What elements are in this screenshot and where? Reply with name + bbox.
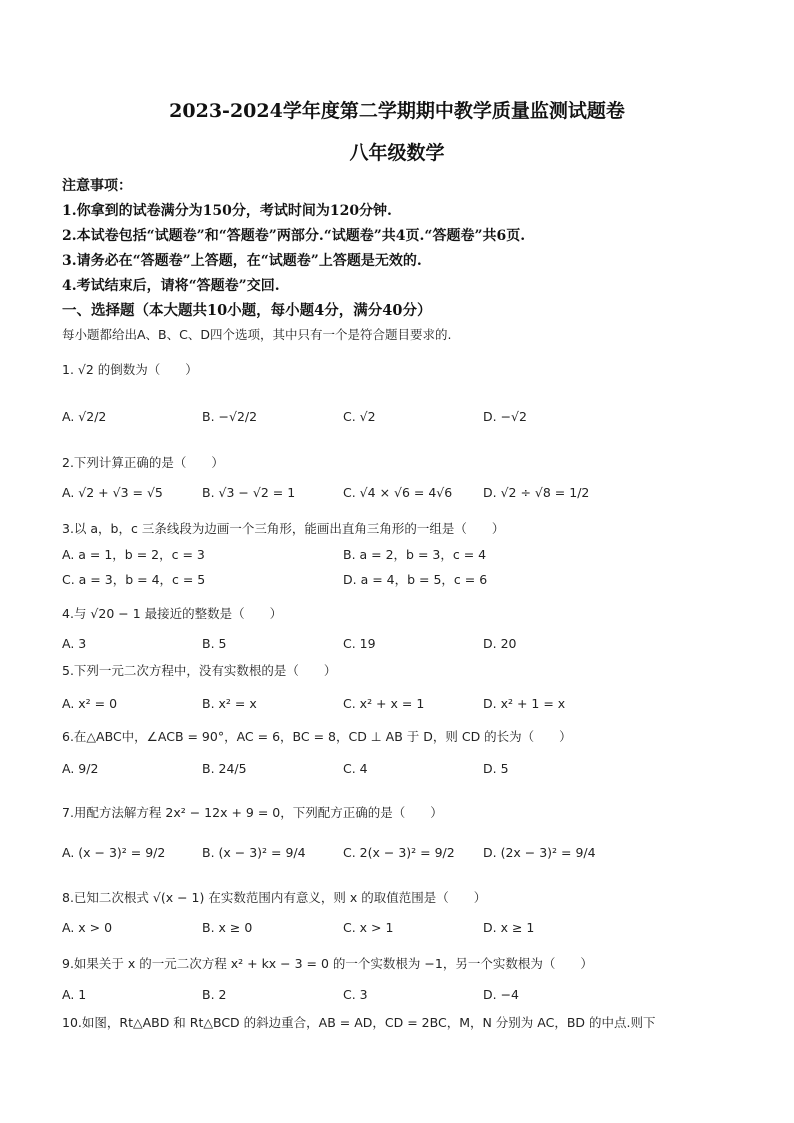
exam-subtitle: 八年级数学 [349,142,445,164]
question-2-option-c: C. √4 × √6 = 4√6 [343,485,453,500]
question-8-option-b: B. x ≥ 0 [202,920,253,935]
question-9-option-a: A. 1 [62,987,87,1002]
question-9-option-d: D. −4 [483,987,519,1002]
question-5-option-a: A. x² = 0 [62,696,118,711]
question-5-option-c: C. x² + x = 1 [343,696,425,711]
question-3-option-c: C. a = 3，b = 4，c = 5 [62,572,206,587]
question-6-option-a: A. 9/2 [62,761,99,776]
question-4-option-c: C. 19 [343,636,376,651]
exam-title: 2023-2024学年度第二学期期中教学质量监测试题卷 [169,100,625,122]
question-3-option-d: D. a = 4，b = 5，c = 6 [343,572,488,587]
question-4-stem: 4.与 √20 − 1 最接近的整数是（ ） [62,606,283,621]
question-5-stem: 5.下列一元二次方程中，没有实数根的是（ ） [62,663,337,678]
question-2-option-a: A. √2 + √3 = √5 [62,485,163,500]
question-4-option-a: A. 3 [62,636,87,651]
question-7-option-c: C. 2(x − 3)² = 9/2 [343,845,455,860]
question-2-option-b: B. √3 − √2 = 1 [202,485,296,500]
question-6-option-c: C. 4 [343,761,368,776]
question-10-stem: 10.如图，Rt△ABD 和 Rt△BCD 的斜边重合，AB = AD，CD = 2BC，M，N 分别为 AC，BD 的中点.则下 [62,1015,656,1030]
question-7-option-d: D. (2x − 3)² = 9/4 [483,845,596,860]
question-4-option-b: B. 5 [202,636,227,651]
question-8-option-d: D. x ≥ 1 [483,920,535,935]
question-8-stem: 8.已知二次根式 √(x − 1) 在实数范围内有意义，则 x 的取值范围是（ ） [62,890,487,905]
question-7-stem: 7.用配方法解方程 2x² − 12x + 9 = 0，下列配方正确的是（ ） [62,805,443,820]
notice-item-4: 4.考试结束后，请将“答题卷”交回. [62,278,280,294]
question-2-option-d: D. √2 ÷ √8 = 1/2 [483,485,590,500]
question-1-option-a: A. √2/2 [62,409,107,424]
notice-item-3: 3.请务必在“答题卷”上答题，在“试题卷”上答题是无效的. [62,253,422,269]
section-instruction: 每小题都给出A、B、C、D四个选项，其中只有一个是符合题目要求的. [62,327,452,342]
question-8-option-c: C. x > 1 [343,920,394,935]
question-9-option-c: C. 3 [343,987,368,1002]
question-7-option-a: A. (x − 3)² = 9/2 [62,845,166,860]
question-3-option-b: B. a = 2，b = 3，c = 4 [343,547,487,562]
question-8-option-a: A. x > 0 [62,920,113,935]
notice-item-2: 2.本试卷包括“试题卷”和“答题卷”两部分.“试题卷”共4页.“答题卷”共6页. [62,228,526,244]
question-2-stem: 2.下列计算正确的是（ ） [62,455,224,470]
question-6-stem: 6.在△ABC中，∠ACB = 90°，AC = 6，BC = 8，CD ⊥ AB 于 D，则 CD 的长为（ ） [62,729,572,744]
question-1-option-c: C. √2 [343,409,376,424]
question-4-option-d: D. 20 [483,636,517,651]
question-1-option-d: D. −√2 [483,409,527,424]
question-3-stem: 3.以 a，b，c 三条线段为边画一个三角形，能画出直角三角形的一组是（ ） [62,521,505,536]
question-1-option-b: B. −√2/2 [202,409,258,424]
question-6-option-d: D. 5 [483,761,509,776]
question-1-stem: 1. √2 的倒数为（ ） [62,362,198,377]
question-6-option-b: B. 24/5 [202,761,247,776]
question-9-stem: 9.如果关于 x 的一元二次方程 x² + kx − 3 = 0 的一个实数根为 −1，另一个实数根为（ ） [62,956,593,971]
question-7-option-b: B. (x − 3)² = 9/4 [202,845,306,860]
question-9-option-b: B. 2 [202,987,227,1002]
notice-item-1: 1.你拿到的试卷满分为150分，考试时间为120分钟. [62,203,392,219]
notice-heading: 注意事项： [62,178,132,194]
question-3-option-a: A. a = 1，b = 2，c = 3 [62,547,205,562]
question-5-option-b: B. x² = x [202,696,257,711]
section-heading: 一、选择题（本大题共10小题，每小题4分，满分40分） [62,302,432,319]
question-5-option-d: D. x² + 1 = x [483,696,566,711]
